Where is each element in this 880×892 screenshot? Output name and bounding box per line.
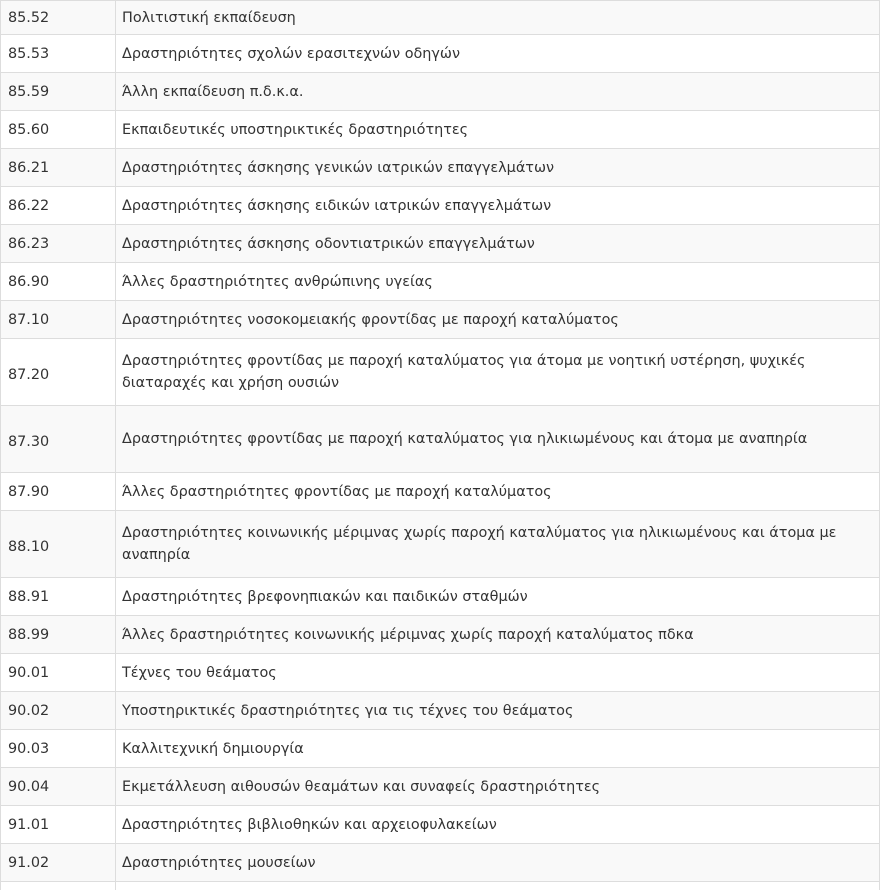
activity-code: 90.02 [1,692,116,730]
activity-description: Δραστηριότητες φροντίδας με παροχή καταλύματος για άτομα με νοητική υστέρηση, ψυχικές διαταραχές και χρήση ουσιών [116,339,880,406]
table-row [1,806,880,844]
table-row [1,1,880,35]
activity-description: Δραστηριότητες φροντίδας με παροχή καταλύματος για ηλικιωμένους και άτομα με αναπηρία [116,406,880,473]
table-row [1,301,880,339]
activity-code-cut [1,882,116,890]
activity-code: 86.23 [1,225,116,263]
table-row [1,844,880,882]
table-row [1,187,880,225]
table-row [1,339,880,406]
activity-description: Δραστηριότητες άσκησης οδοντιατρικών επαγγελμάτων [116,225,880,263]
table-row [1,768,880,806]
activity-code: 85.60 [1,111,116,149]
activity-code: 85.53 [1,35,116,73]
activity-description: Δραστηριότητες κοινωνικής μέριμνας χωρίς παροχή καταλύματος για ηλικιωμένους και άτομα με αναπηρία [116,511,880,578]
activity-code: 88.99 [1,616,116,654]
activity-code: 90.03 [1,730,116,768]
activity-code: 90.04 [1,768,116,806]
activity-description: Άλλες δραστηριότητες φροντίδας με παροχή καταλύματος [116,473,880,511]
activity-code: 85.59 [1,73,116,111]
activity-code: 86.22 [1,187,116,225]
activity-code: 88.10 [1,511,116,578]
activity-description: Δραστηριότητες σχολών ερασιτεχνών οδηγών [116,35,880,73]
table-row [1,149,880,187]
activity-description: Δραστηριότητες μουσείων [116,844,880,882]
activity-code: 91.02 [1,844,116,882]
activity-code: 87.10 [1,301,116,339]
activity-code: 87.90 [1,473,116,511]
activity-description: Άλλη εκπαίδευση π.δ.κ.α. [116,73,880,111]
table-row [1,225,880,263]
table-row [1,73,880,111]
table-row [1,473,880,511]
table-row [1,692,880,730]
table-row [1,578,880,616]
table-row [1,511,880,578]
activity-code: 90.01 [1,654,116,692]
activity-description: Εκπαιδευτικές υποστηρικτικές δραστηριότητες [116,111,880,149]
activity-description: Άλλες δραστηριότητες ανθρώπινης υγείας [116,263,880,301]
activity-code: 86.90 [1,263,116,301]
activity-description: Τέχνες του θεάματος [116,654,880,692]
activity-code: 86.21 [1,149,116,187]
table-row [1,35,880,73]
activity-description: Υποστηρικτικές δραστηριότητες για τις τέχνες του θεάματος [116,692,880,730]
activity-description: Δραστηριότητες νοσοκομειακής φροντίδας με παροχή καταλύματος [116,301,880,339]
table-row-partial [1,882,880,890]
activity-code: 91.01 [1,806,116,844]
table-row [1,111,880,149]
activity-description: Εκμετάλλευση αιθουσών θεαμάτων και συναφείς δραστηριότητες [116,768,880,806]
activity-description: Καλλιτεχνική δημιουργία [116,730,880,768]
activity-code: 87.30 [1,406,116,473]
table-row [1,654,880,692]
activity-code: 87.20 [1,339,116,406]
activity-code: 85.52 [1,1,116,35]
activity-code: 88.91 [1,578,116,616]
activity-description: Άλλες δραστηριότητες κοινωνικής μέριμνας χωρίς παροχή καταλύματος πδκα [116,616,880,654]
activity-description: Δραστηριότητες βρεφονηπιακών και παιδικών σταθμών [116,578,880,616]
table-row [1,616,880,654]
table-row [1,406,880,473]
activity-description-cut [116,882,880,890]
table-row [1,263,880,301]
activity-description: Πολιτιστική εκπαίδευση [116,1,880,35]
activity-description: Δραστηριότητες άσκησης ειδικών ιατρικών επαγγελμάτων [116,187,880,225]
table-row [1,730,880,768]
activity-description: Δραστηριότητες βιβλιοθηκών και αρχειοφυλακείων [116,806,880,844]
activity-description: Δραστηριότητες άσκησης γενικών ιατρικών επαγγελμάτων [116,149,880,187]
